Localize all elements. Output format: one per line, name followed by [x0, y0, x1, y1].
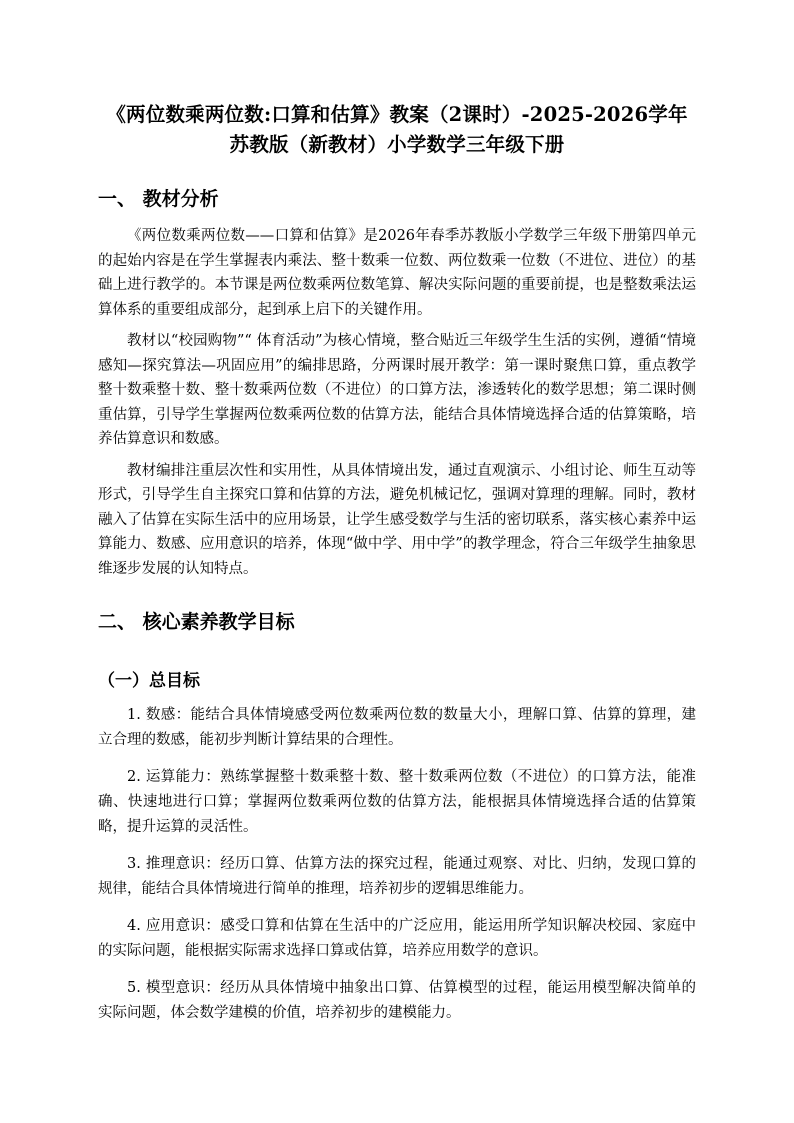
goal-item: 5. 模型意识：经历从具体情境中抽象出口算、估算模型的过程，能运用模型解决简单的实际问题，体会数学建模的价值，培养初步的建模能力。	[98, 980, 696, 1021]
paragraph: 教材以“校园购物”“ 体育活动”为核心情境，整合贴近三年级学生生活的实例，遵循“情境感知—探究算法—巩固应用”的编排思路，分两课时展开教学：第一课时聚焦口算，重点教学整十数乘整十数、整十数乘两位数（不进位）的口算方法，渗透转化的数学思想；第二课时侧重估算，引导学生掌握两位数乘两位数的估算方法，能结合具体情境选择合适的估算策略，培养估算意识和数感。	[98, 333, 696, 447]
goal-item: 1. 数感：能结合具体情境感受两位数乘两位数的数量大小，理解口算、估算的算理，建立合理的数感，能初步判断计算结果的合理性。	[98, 707, 696, 748]
goal-item: 3. 推理意识：经历口算、估算方法的探究过程，能通过观察、对比、归纳，发现口算的规律，能结合具体情境进行简单的推理，培养初步的逻辑思维能力。	[98, 856, 696, 897]
goal-item: 2. 运算能力：熟练掌握整十数乘整十数、整十数乘两位数（不进位）的口算方法，能准确、快速地进行口算；掌握两位数乘两位数的估算方法，能根据具体情境选择合适的估算策略，提升运算的灵活性。	[98, 769, 696, 835]
overall-goals-heading: （一）总目标	[98, 671, 200, 691]
document-title	[98, 100, 696, 160]
section-2-heading: 二、 核心素养教学目标	[98, 611, 295, 633]
paragraph: 教材编排注重层次性和实用性，从具体情境出发，通过直观演示、小组讨论、师生互动等形式，引导学生自主探究口算和估算的方法，避免机械记忆，强调对算理的理解。同时，教材融入了估算在实际生活中的应用场景，让学生感受数学与生活的密切联系，落实核心素养中运算能力、数感、应用意识的培养，体现“做中学、用中学”的教学理念，符合三年级学生抽象思维逐步发展的认知特点。	[98, 462, 696, 577]
section-1-heading: 一、 教材分析	[98, 188, 219, 210]
title-line-2: 苏教版（新教材）小学数学三年级下册	[229, 133, 565, 156]
paragraph: 《两位数乘两位数——口算和估算》是2026年春季苏教版小学数学三年级下册第四单元的起始内容是在学生掌握表内乘法、整十数乘一位数、两位数乘一位数（不进位、进位）的基础上进行教学的。本节课是两位数乘两位数笔算、解决实际问题的重要前提，也是整数乘法运算体系的重要组成部分，起到承上启下的关键作用。	[98, 228, 696, 318]
section-textbook-analysis	[98, 184, 696, 581]
goal-item: 4. 应用意识：感受口算和估算在生活中的广泛应用，能运用所学知识解决校园、家庭中的实际问题，能根据实际需求选择口算或估算，培养应用数学的意识。	[98, 918, 696, 959]
title-line-1: 《两位数乘两位数:口算和估算》教案（2课时）-2025-2026学年	[106, 103, 688, 126]
section-core-competency-goals	[98, 607, 696, 1026]
